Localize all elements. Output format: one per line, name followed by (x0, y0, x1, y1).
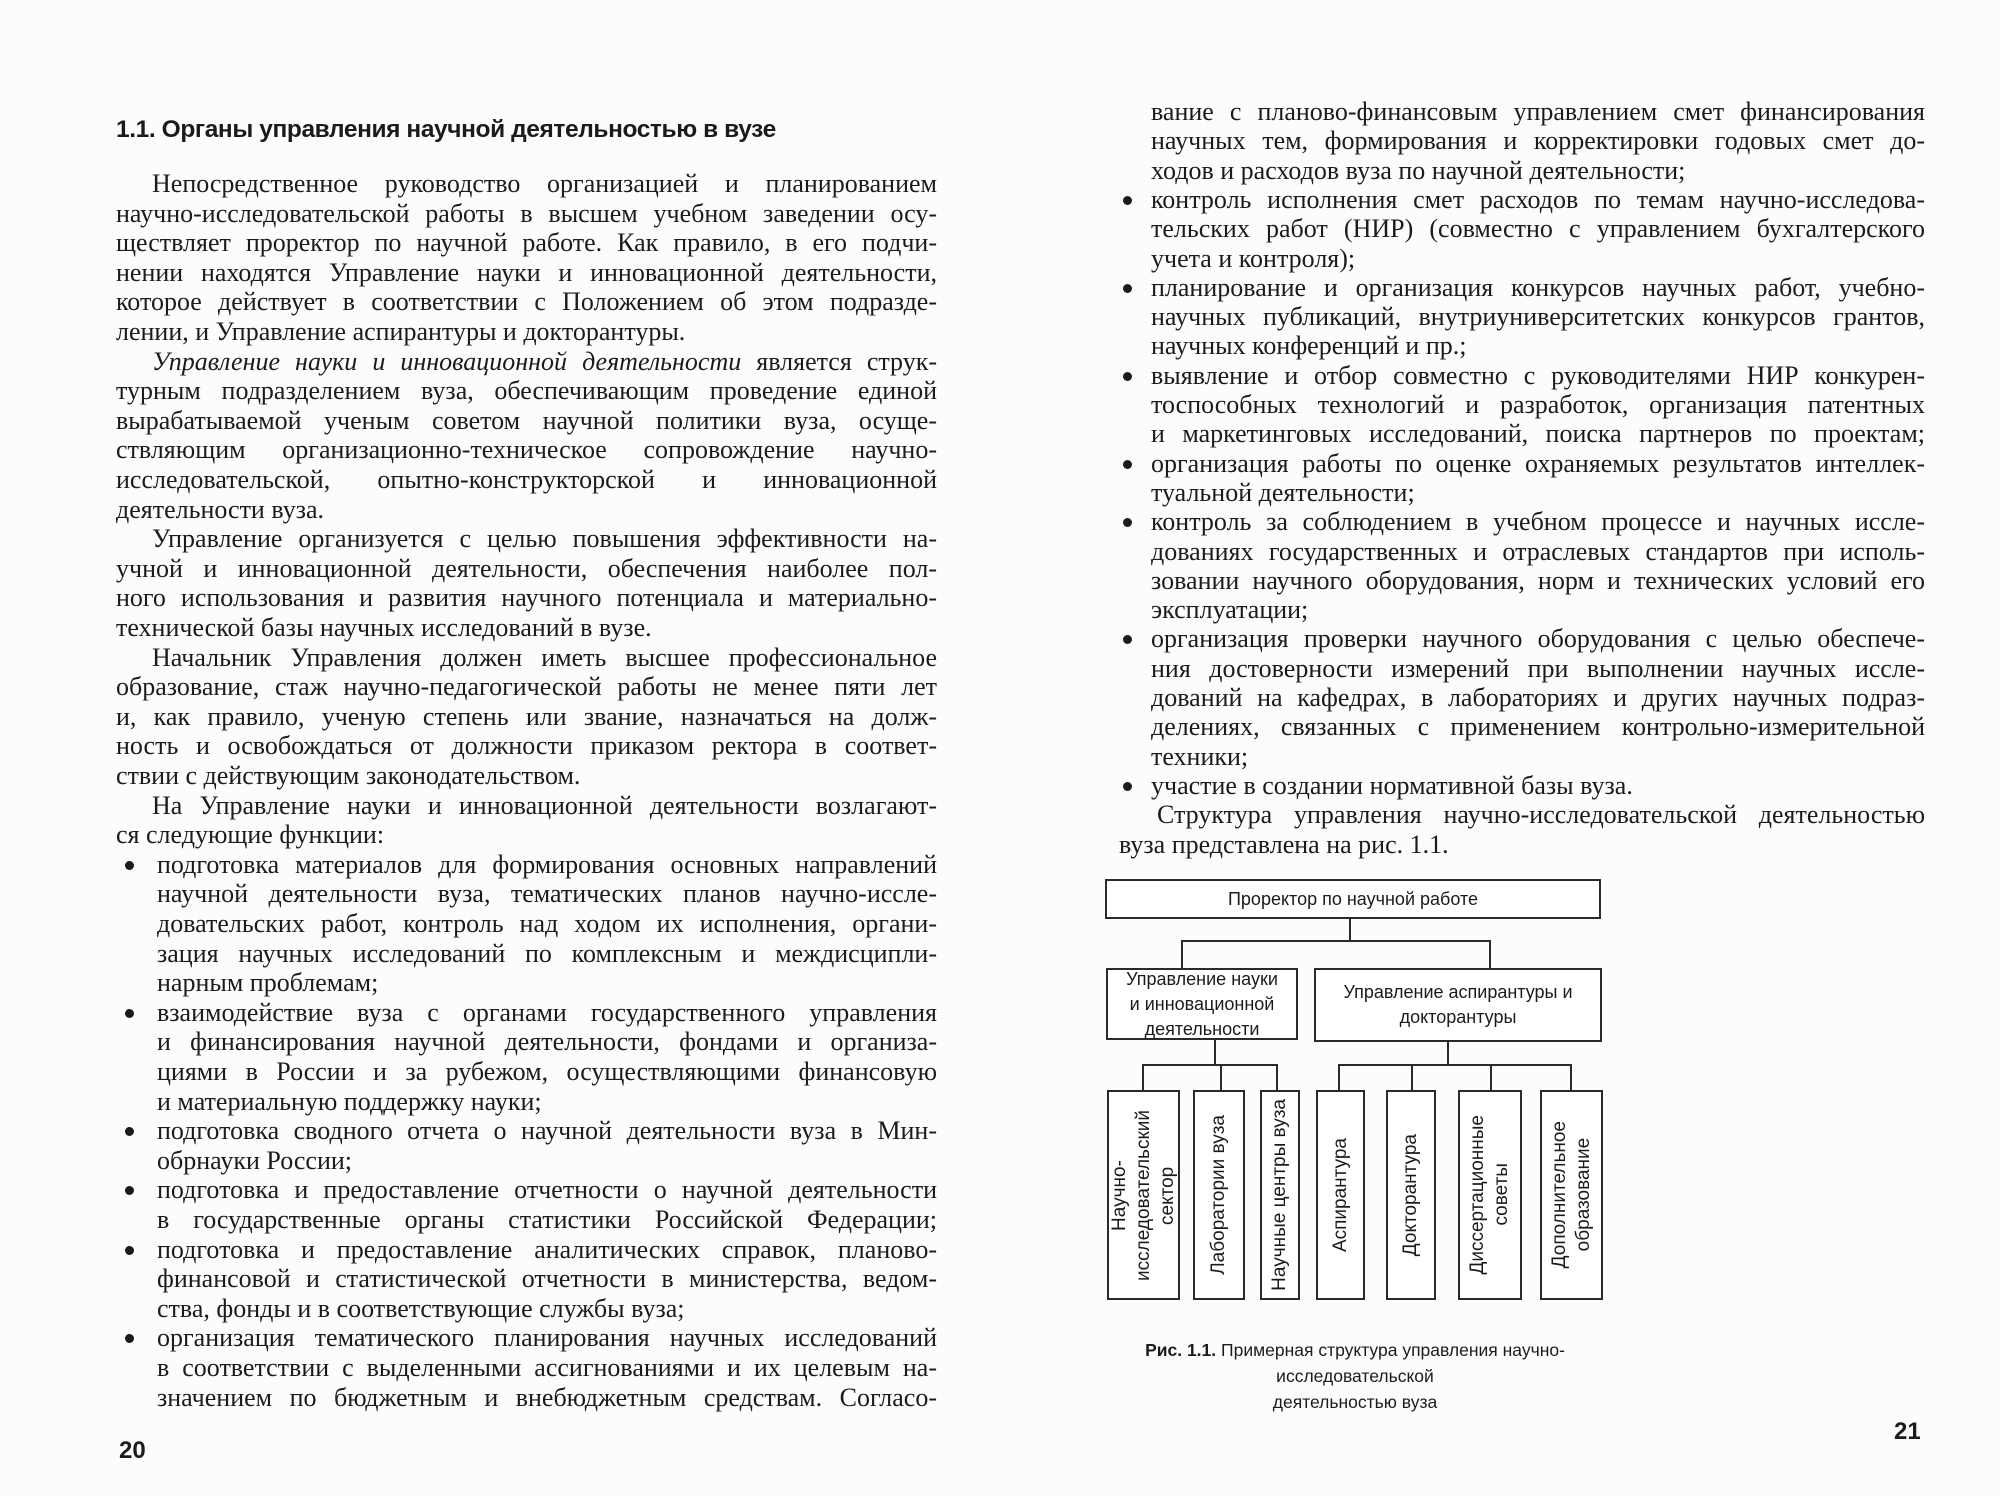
bullet-icon (1123, 518, 1132, 527)
text-line (116, 258, 937, 288)
text-line (1151, 126, 1925, 156)
box-subunit (1540, 1090, 1603, 1300)
line-text: нении находятся Управление науки и инновационной деятельности, (116, 257, 937, 287)
page-number-left: 20 (119, 1437, 146, 1464)
connector (1411, 1064, 1413, 1091)
line-text: техники; (1151, 741, 1249, 771)
line-text: дованиях государственных и отраслевых стандартов при исполь- (1151, 536, 1925, 566)
text-line (1151, 654, 1925, 684)
label-line: образование (1572, 1138, 1594, 1252)
text-line (116, 495, 937, 525)
line-text: Структура управления научно-исследовательской деятельностью (1157, 800, 1925, 830)
text-line (116, 820, 937, 850)
connector (1276, 1064, 1278, 1091)
box-subunit (1107, 1090, 1180, 1300)
line-text: зовании научного оборудования, норм и технических условий его (1151, 565, 1925, 595)
line-text: ствии с действующим законодательством. (116, 761, 581, 790)
bullet-icon (1123, 372, 1132, 381)
connector (1181, 940, 1491, 942)
line-text: На Управление науки и инновационной деятельности возлагают- (152, 790, 937, 820)
text-line (1151, 331, 1925, 361)
page-number-right: 21 (1894, 1418, 1921, 1445)
line-text: зация научных исследований по комплексным и междисципли- (157, 938, 937, 968)
text-line (116, 583, 937, 613)
text-line (116, 376, 937, 406)
line-text: циями в России и за рубежом, осуществляющими финансовую (157, 1057, 937, 1086)
label-line: Управление науки (1126, 968, 1278, 989)
line-text: значением по бюджетным и внебюджетным средствам. Согласо- (157, 1382, 937, 1412)
text-line (1151, 361, 1925, 391)
text-line (1151, 771, 1925, 801)
section-heading: 1.1. Органы управления научной деятельностью в вузе (116, 116, 776, 143)
box-label: Проректор по научной работе (1227, 888, 1478, 909)
connector (1489, 940, 1491, 969)
line-text: научных тем, формирования и корректировки годовых смет до- (1151, 126, 1925, 156)
label-line: Научно- (1108, 1159, 1130, 1231)
box-label (1207, 1115, 1231, 1275)
italic-term: Управление науки и инновационной деятельности (152, 346, 742, 376)
line-text: научных конференций и пр.; (1151, 331, 1467, 361)
box-label (1108, 1110, 1180, 1281)
line-text: учной и инновационной деятельности, обеспечения наиболее пол- (116, 553, 937, 583)
line-text: ность и освобождаться от должности приказом ректора в соответ- (116, 731, 937, 761)
line-text: ходов и расходов вуза по научной деятельности; (1151, 155, 1686, 185)
text-line (1151, 566, 1925, 596)
line-text: эксплуатации; (1151, 595, 1309, 625)
line-text: ствляющим организационно-техническое сопровождение научно- (116, 435, 937, 465)
line-text: ного использования и развития научного потенциала и материально- (116, 583, 937, 613)
line-text: организация проверки научного оборудования с целью обеспече- (1151, 624, 1925, 654)
line-text: и материальную поддержку науки; (157, 1086, 542, 1116)
line-text: и, как правило, ученую степень или звание, назначаться на долж- (116, 701, 937, 731)
text-line (1151, 712, 1925, 742)
label-line: советы (1491, 1163, 1512, 1227)
connector (1447, 1042, 1449, 1066)
bullet-icon (125, 1246, 134, 1255)
line-text: учета и контроля); (1151, 243, 1356, 273)
line-text: ния достоверности измерений при выполнении научных иссле- (1151, 653, 1925, 683)
line-text: вание с планово-финансовым управлением смет финансирования (1151, 97, 1925, 126)
text-line (116, 672, 937, 702)
box-subunit (1260, 1090, 1300, 1300)
bullet-icon (125, 1127, 134, 1136)
text-line (1151, 302, 1925, 332)
bullet-icon (1123, 196, 1132, 205)
line-text: ществляет проректор по научной работе. Как правило, в его подчи- (116, 228, 937, 258)
line-text: контроль исполнения смет расходов по темам научно-исследова- (1151, 184, 1925, 214)
figure-caption (1105, 1337, 1605, 1415)
label-line: Дополнительное (1548, 1121, 1570, 1269)
text-line (1151, 683, 1925, 713)
text-line (1119, 830, 1925, 860)
box-subunit (1193, 1090, 1245, 1300)
box-label (1466, 1115, 1514, 1275)
text-line (1151, 742, 1925, 772)
text-line (116, 613, 937, 643)
line-text: и финансирования научной деятельности, фондами и организа- (157, 1027, 937, 1057)
line-text: планирование и организация конкурсов научных работ, учебно- (1151, 272, 1925, 302)
line-text: вуза представлена на рис. 1.1. (1119, 829, 1449, 859)
line-text: подготовка и предоставление отчетности о научной деятельности (157, 1175, 937, 1205)
text-line (116, 731, 937, 761)
label-line: Аспирантура (1329, 1137, 1351, 1253)
line-text: контроль за соблюдением в учебном процессе и научных иссле- (1151, 507, 1925, 537)
label-line: Научные центры вуза (1269, 1099, 1290, 1291)
label-line: и инновационной деятельности (1129, 993, 1275, 1039)
text-line (116, 554, 937, 584)
text-line (152, 347, 937, 377)
text-line (116, 228, 937, 258)
text-line (116, 199, 937, 229)
text-line (157, 1323, 937, 1353)
text-line (157, 1205, 937, 1235)
connector (1214, 1040, 1216, 1066)
line-text: Начальник Управления должен иметь высшее профессиональное (152, 642, 937, 672)
text-line (157, 1264, 937, 1294)
text-line (116, 287, 937, 317)
text-line (1151, 595, 1925, 625)
text-line (157, 968, 937, 998)
line-text: участие в создании нормативной базы вуза. (1151, 770, 1633, 800)
text-line (157, 850, 937, 880)
text-line (157, 1087, 937, 1117)
text-line (116, 761, 937, 791)
label-line: Лаборатории вуза (1208, 1115, 1229, 1275)
text-line (157, 879, 937, 909)
caption-label: Рис. 1.1. (1145, 1340, 1217, 1360)
text-line (157, 998, 937, 1028)
line-text: делениях, связанных с применением контрольно-измерительной (1151, 712, 1925, 742)
caption-text: Примерная структура управления научно-исследовательской (1216, 1340, 1565, 1386)
line-text: подготовка и предоставление аналитических справок, планово- (157, 1234, 937, 1264)
line-text: вырабатываемой ученым советом научной политики вуза, осуще- (116, 405, 937, 435)
bullet-icon (1123, 635, 1132, 644)
line-text: является струк- (741, 346, 937, 376)
line-text: деятельности вуза. (116, 494, 325, 524)
connector (1142, 1064, 1144, 1091)
text-line (152, 169, 937, 199)
text-line (157, 1027, 937, 1057)
text-line (116, 702, 937, 732)
text-line (116, 317, 937, 347)
text-line (1151, 624, 1925, 654)
line-text: организация тематического планирования научных исследований (157, 1323, 937, 1353)
line-text: которое действует в соответствии с Положением об этом подразде- (116, 287, 937, 317)
line-text: туальной деятельности; (1151, 477, 1415, 507)
text-line (116, 465, 937, 495)
text-line (1151, 156, 1925, 186)
line-text: в соответствии с выделенными ассигнованиями и их целевым на- (157, 1353, 937, 1382)
connector (1142, 1064, 1278, 1066)
bullet-icon (1123, 782, 1132, 791)
line-text: исследовательской, опытно-конструкторской и инновационной (116, 465, 937, 494)
bullet-icon (1123, 284, 1132, 293)
line-text: и маркетинговых исследований, поиска партнеров по проектам; (1151, 419, 1925, 449)
box-label (1108, 967, 1296, 1042)
text-line (152, 524, 937, 554)
text-line (1157, 800, 1925, 830)
line-text: ся следующие функции: (116, 820, 385, 850)
text-line (1151, 390, 1925, 420)
text-line (1151, 507, 1925, 537)
text-line (1151, 537, 1925, 567)
line-text: подготовка сводного отчета о научной деятельности вуза в Мин- (157, 1116, 937, 1146)
text-line (157, 1175, 937, 1205)
box-label: Управление аспирантуры и докторантуры (1343, 982, 1573, 1027)
text-line (157, 1353, 937, 1383)
box-label (1329, 1138, 1353, 1252)
line-text: ства, фонды и в соответствующие службы вуза; (157, 1293, 685, 1323)
line-text: научно-исследовательской работы в высшем учебном заведении осу- (116, 198, 937, 228)
text-line (157, 1294, 937, 1324)
line-text: подготовка материалов для формирования основных направлений (157, 849, 937, 879)
line-text: научной деятельности вуза, тематических планов научно-иссле- (157, 879, 937, 909)
box-postgraduate-management (1314, 968, 1602, 1042)
label-line: Докторантура (1400, 1133, 1421, 1257)
bullet-icon (125, 1186, 134, 1195)
text-line (1151, 244, 1925, 274)
text-line (152, 643, 937, 673)
line-text: технической базы научных исследований в вузе. (116, 613, 652, 642)
text-line (157, 1057, 937, 1087)
line-text: довательских работ, контроль над ходом их исполнения, органи- (157, 909, 937, 938)
text-line (157, 1116, 937, 1146)
text-line (1151, 419, 1925, 449)
text-line (1151, 449, 1925, 479)
text-line (1151, 214, 1925, 244)
line-text: в государственные органы статистики Российской Федерации; (157, 1205, 937, 1234)
box-subunit (1458, 1090, 1522, 1300)
text-line (157, 909, 937, 939)
box-subunit (1316, 1090, 1365, 1300)
label-line: исследовательский (1132, 1109, 1154, 1281)
label-line: Диссертационные (1467, 1115, 1488, 1275)
bullet-icon (1123, 460, 1132, 469)
box-prorector (1105, 879, 1601, 919)
text-line (152, 791, 937, 821)
caption-text: деятельностью вуза (1272, 1392, 1438, 1412)
line-text: организация работы по оценке охраняемых результатов интеллек- (1151, 448, 1925, 478)
line-text: научных публикаций, внутриуниверситетских конкурсов грантов, (1151, 302, 1925, 332)
box-label (1399, 1134, 1423, 1256)
bullet-icon (125, 861, 134, 870)
bullet-icon (125, 1334, 134, 1343)
line-text: лении, и Управление аспирантуры и докторантуры. (116, 317, 686, 346)
connector (1181, 940, 1183, 969)
connector (1338, 1064, 1340, 1091)
text-line (1151, 273, 1925, 303)
line-text: тоспособных технологий и разработок, организация патентных (1151, 390, 1925, 419)
box-science-management (1106, 968, 1298, 1040)
connector (1490, 1064, 1492, 1091)
text-line (157, 1146, 937, 1176)
connector (1220, 1064, 1222, 1091)
text-line (1151, 478, 1925, 508)
line-text: турным подразделением вуза, обеспечивающим проведение единой (116, 376, 937, 406)
text-line (157, 1383, 937, 1413)
text-line (116, 435, 937, 465)
line-text: взаимодействие вуза с органами государственного управления (157, 997, 937, 1027)
label-line: сектор (1156, 1165, 1178, 1225)
text-line (1151, 185, 1925, 215)
line-text: дований на кафедрах, в лабораториях и других научных подраз- (1151, 683, 1925, 712)
connector (1570, 1064, 1572, 1091)
line-text: обрнауки России; (157, 1145, 352, 1175)
line-text: выявление и отбор совместно с руководителями НИР конкурен- (1151, 360, 1925, 390)
box-subunit (1386, 1090, 1436, 1300)
text-line (157, 1235, 937, 1265)
line-text: Непосредственное руководство организацией и планированием (152, 169, 937, 198)
text-line (157, 939, 937, 969)
box-label (1548, 1121, 1596, 1268)
text-line (116, 406, 937, 436)
box-label (1268, 1099, 1292, 1291)
line-text: Управление организуется с целью повышения эффективности на- (152, 524, 937, 554)
line-text: финансовой и статистической отчетности в министерства, ведом- (157, 1264, 937, 1294)
line-text: нарным проблемам; (157, 968, 379, 998)
connector (1349, 919, 1351, 941)
text-line (1151, 97, 1925, 127)
bullet-icon (125, 1009, 134, 1018)
connector (1338, 1064, 1572, 1066)
line-text: образование, стаж научно-педагогической работы не менее пяти лет (116, 672, 937, 702)
line-text: тельских работ (НИР) (совместно с управлением бухгалтерского (1151, 214, 1925, 244)
